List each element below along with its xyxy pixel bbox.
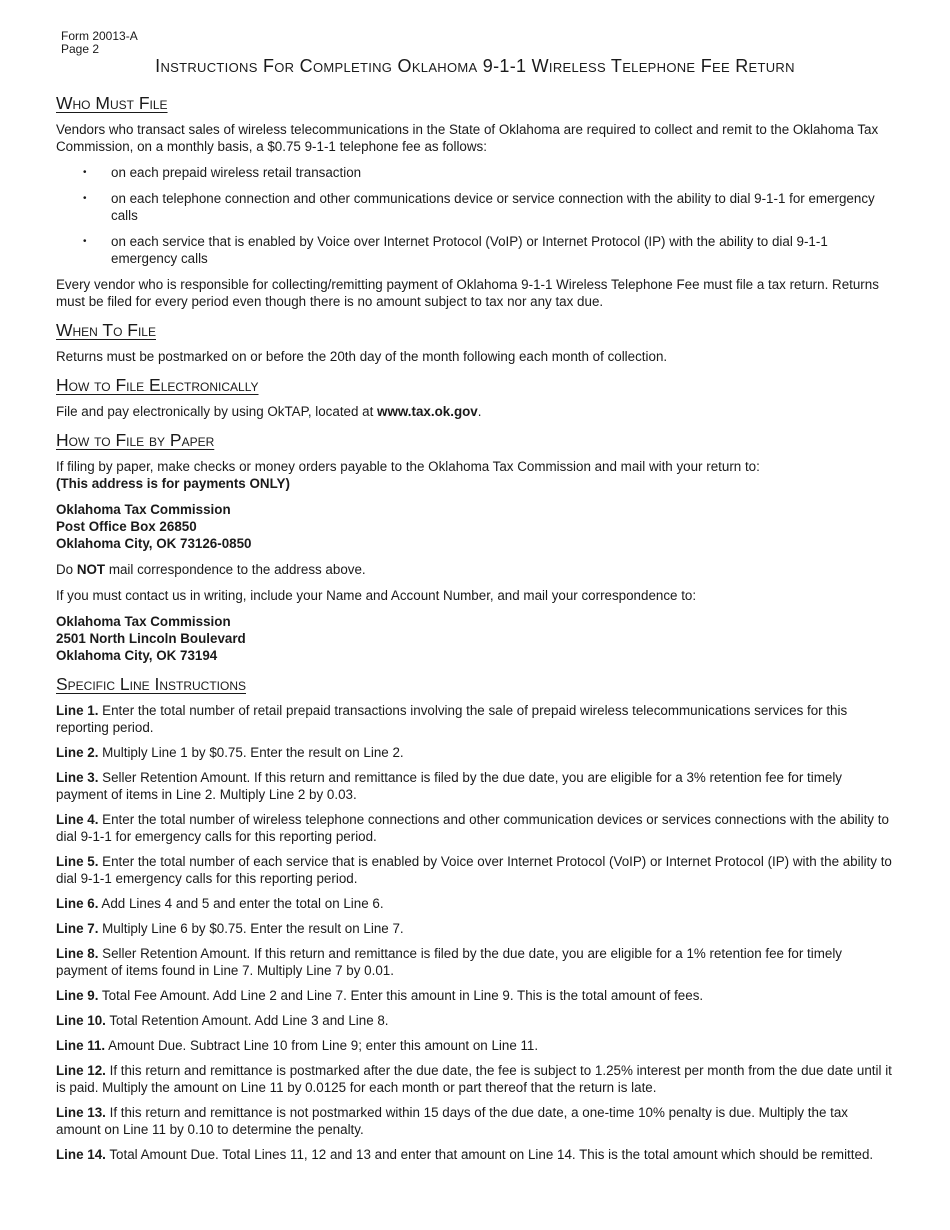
who-must-file-intro: Vendors who transact sales of wireless telecommunications in the State of Oklahoma are required to collect and remit to the Oklahoma Tax Commission, on a monthly basis, a $0.75 9-1-1 telephone fee as follows:	[56, 122, 879, 154]
heading-when-to-file: When To File	[56, 320, 156, 340]
bullet-icon: •	[83, 167, 87, 178]
payments-only-note: (This address is for payments ONLY)	[56, 476, 290, 491]
line-instruction: Line 8. Seller Retention Amount. If this return and remittance is filed by the due date, you are eligible for a 1% retention fee for timely payment of items found in Line 7. Multiply Line 7 by 0.01.	[56, 946, 843, 978]
correspondence-address: Oklahoma Tax Commission 2501 North Lincoln Boulevard Oklahoma City, OK 73194	[56, 614, 246, 663]
line-instruction: Line 14. Total Amount Due. Total Lines 11, 12 and 13 and enter that amount on Line 14. This is the total amount which should be remitted.	[56, 1147, 874, 1162]
contact-text: If you must contact us in writing, include your Name and Account Number, and mail your correspondence to:	[56, 588, 697, 603]
fee-bullet-list	[56, 164, 894, 267]
file-electronically-text: File and pay electronically by using OkTAP, located at www.tax.ok.gov.	[56, 404, 482, 419]
line-instruction: Line 3. Seller Retention Amount. If this return and remittance is filed by the due date, you are eligible for a 3% retention fee for timely payment of items in Line 2. Multiply Line 2 by 0.03.	[56, 770, 843, 802]
list-item: • on each service that is enabled by Voice over Internet Protocol (VoIP) or Internet Protocol (IP) with the ability to dial 9-1-1 emergency calls	[83, 234, 828, 266]
heading-file-electronically: How to File Electronically	[56, 375, 259, 395]
who-must-file-closing: Every vendor who is responsible for collecting/remitting payment of Oklahoma 9-1-1 Wireless Telephone Fee must file a tax return. Returns must be filed for every period even though there is no amount subject to tax nor any tax due.	[56, 277, 879, 309]
payment-address: Oklahoma Tax Commission Post Office Box 26850 Oklahoma City, OK 73126-0850	[56, 502, 252, 551]
line-instruction: Line 4. Enter the total number of wireless telephone connections and other communication devices or services connections with the ability to dial 9-1-1 for emergency calls for this reporting period.	[56, 812, 889, 844]
line-instruction: Line 7. Multiply Line 6 by $0.75. Enter the result on Line 7.	[56, 921, 404, 936]
section-file-by-paper	[56, 429, 894, 664]
section-when-to-file	[56, 319, 894, 365]
file-by-paper-text: If filing by paper, make checks or money orders payable to the Oklahoma Tax Commission and mail with your return to: (This address is for payments ONLY)	[56, 459, 760, 491]
bullet-icon: •	[83, 236, 87, 247]
line-instruction: Line 13. If this return and remittance is not postmarked within 15 days of the due date, a one-time 10% penalty is due. Multiply the tax amount on Line 11 by 0.10 to determine the penalty.	[56, 1105, 848, 1137]
section-who-must-file	[56, 92, 894, 310]
form-number: Form 20013-A	[61, 29, 138, 43]
do-not-mail-notice: Do NOT mail correspondence to the address above.	[56, 562, 366, 577]
when-to-file-text: Returns must be postmarked on or before the 20th day of the month following each month of collection.	[56, 349, 668, 364]
page-title: Instructions For Completing Oklahoma 9-1-1 Wireless Telephone Fee Return	[155, 56, 795, 76]
section-file-electronically	[56, 374, 894, 420]
line-instruction: Line 6. Add Lines 4 and 5 and enter the total on Line 6.	[56, 896, 384, 911]
section-line-instructions	[56, 673, 894, 1163]
line-instruction: Line 10. Total Retention Amount. Add Line 3 and Line 8.	[56, 1013, 389, 1028]
heading-line-instructions: Specific Line Instructions	[56, 674, 246, 694]
line-instruction: Line 11. Amount Due. Subtract Line 10 from Line 9; enter this amount on Line 11.	[56, 1038, 539, 1053]
heading-who-must-file: Who Must File	[56, 93, 168, 113]
line-instruction: Line 12. If this return and remittance is postmarked after the due date, the fee is subject to 1.25% interest per month from the due date until it is paid. Multiply the amount on Line 11 by 0.0125 for each month or part thereof that the return is late.	[56, 1063, 892, 1095]
oktap-website-link[interactable]: www.tax.ok.gov	[377, 404, 478, 419]
page-number: Page 2	[61, 42, 100, 56]
line-instruction: Line 2. Multiply Line 1 by $0.75. Enter the result on Line 2.	[56, 745, 404, 760]
list-item: • on each telephone connection and other communications device or service connection with the ability to dial 9-1-1 for emergency calls	[83, 191, 875, 223]
line-instruction: Line 5. Enter the total number of each service that is enabled by Voice over Internet Protocol (VoIP) or Internet Protocol (IP) with the ability to dial 9-1-1 emergency calls for this reporting period.	[56, 854, 892, 886]
document-content	[56, 92, 894, 1171]
line-instruction: Line 1. Enter the total number of retail prepaid transactions involving the sale of prepaid wireless telecommunications services for this reporting period.	[56, 703, 848, 735]
bullet-icon: •	[83, 193, 87, 204]
list-item: • on each prepaid wireless retail transaction	[83, 165, 362, 180]
line-instruction: Line 9. Total Fee Amount. Add Line 2 and Line 7. Enter this amount in Line 9. This is the total amount of fees.	[56, 988, 704, 1003]
heading-file-by-paper: How to File by Paper	[56, 430, 215, 450]
form-id-block	[61, 30, 138, 56]
